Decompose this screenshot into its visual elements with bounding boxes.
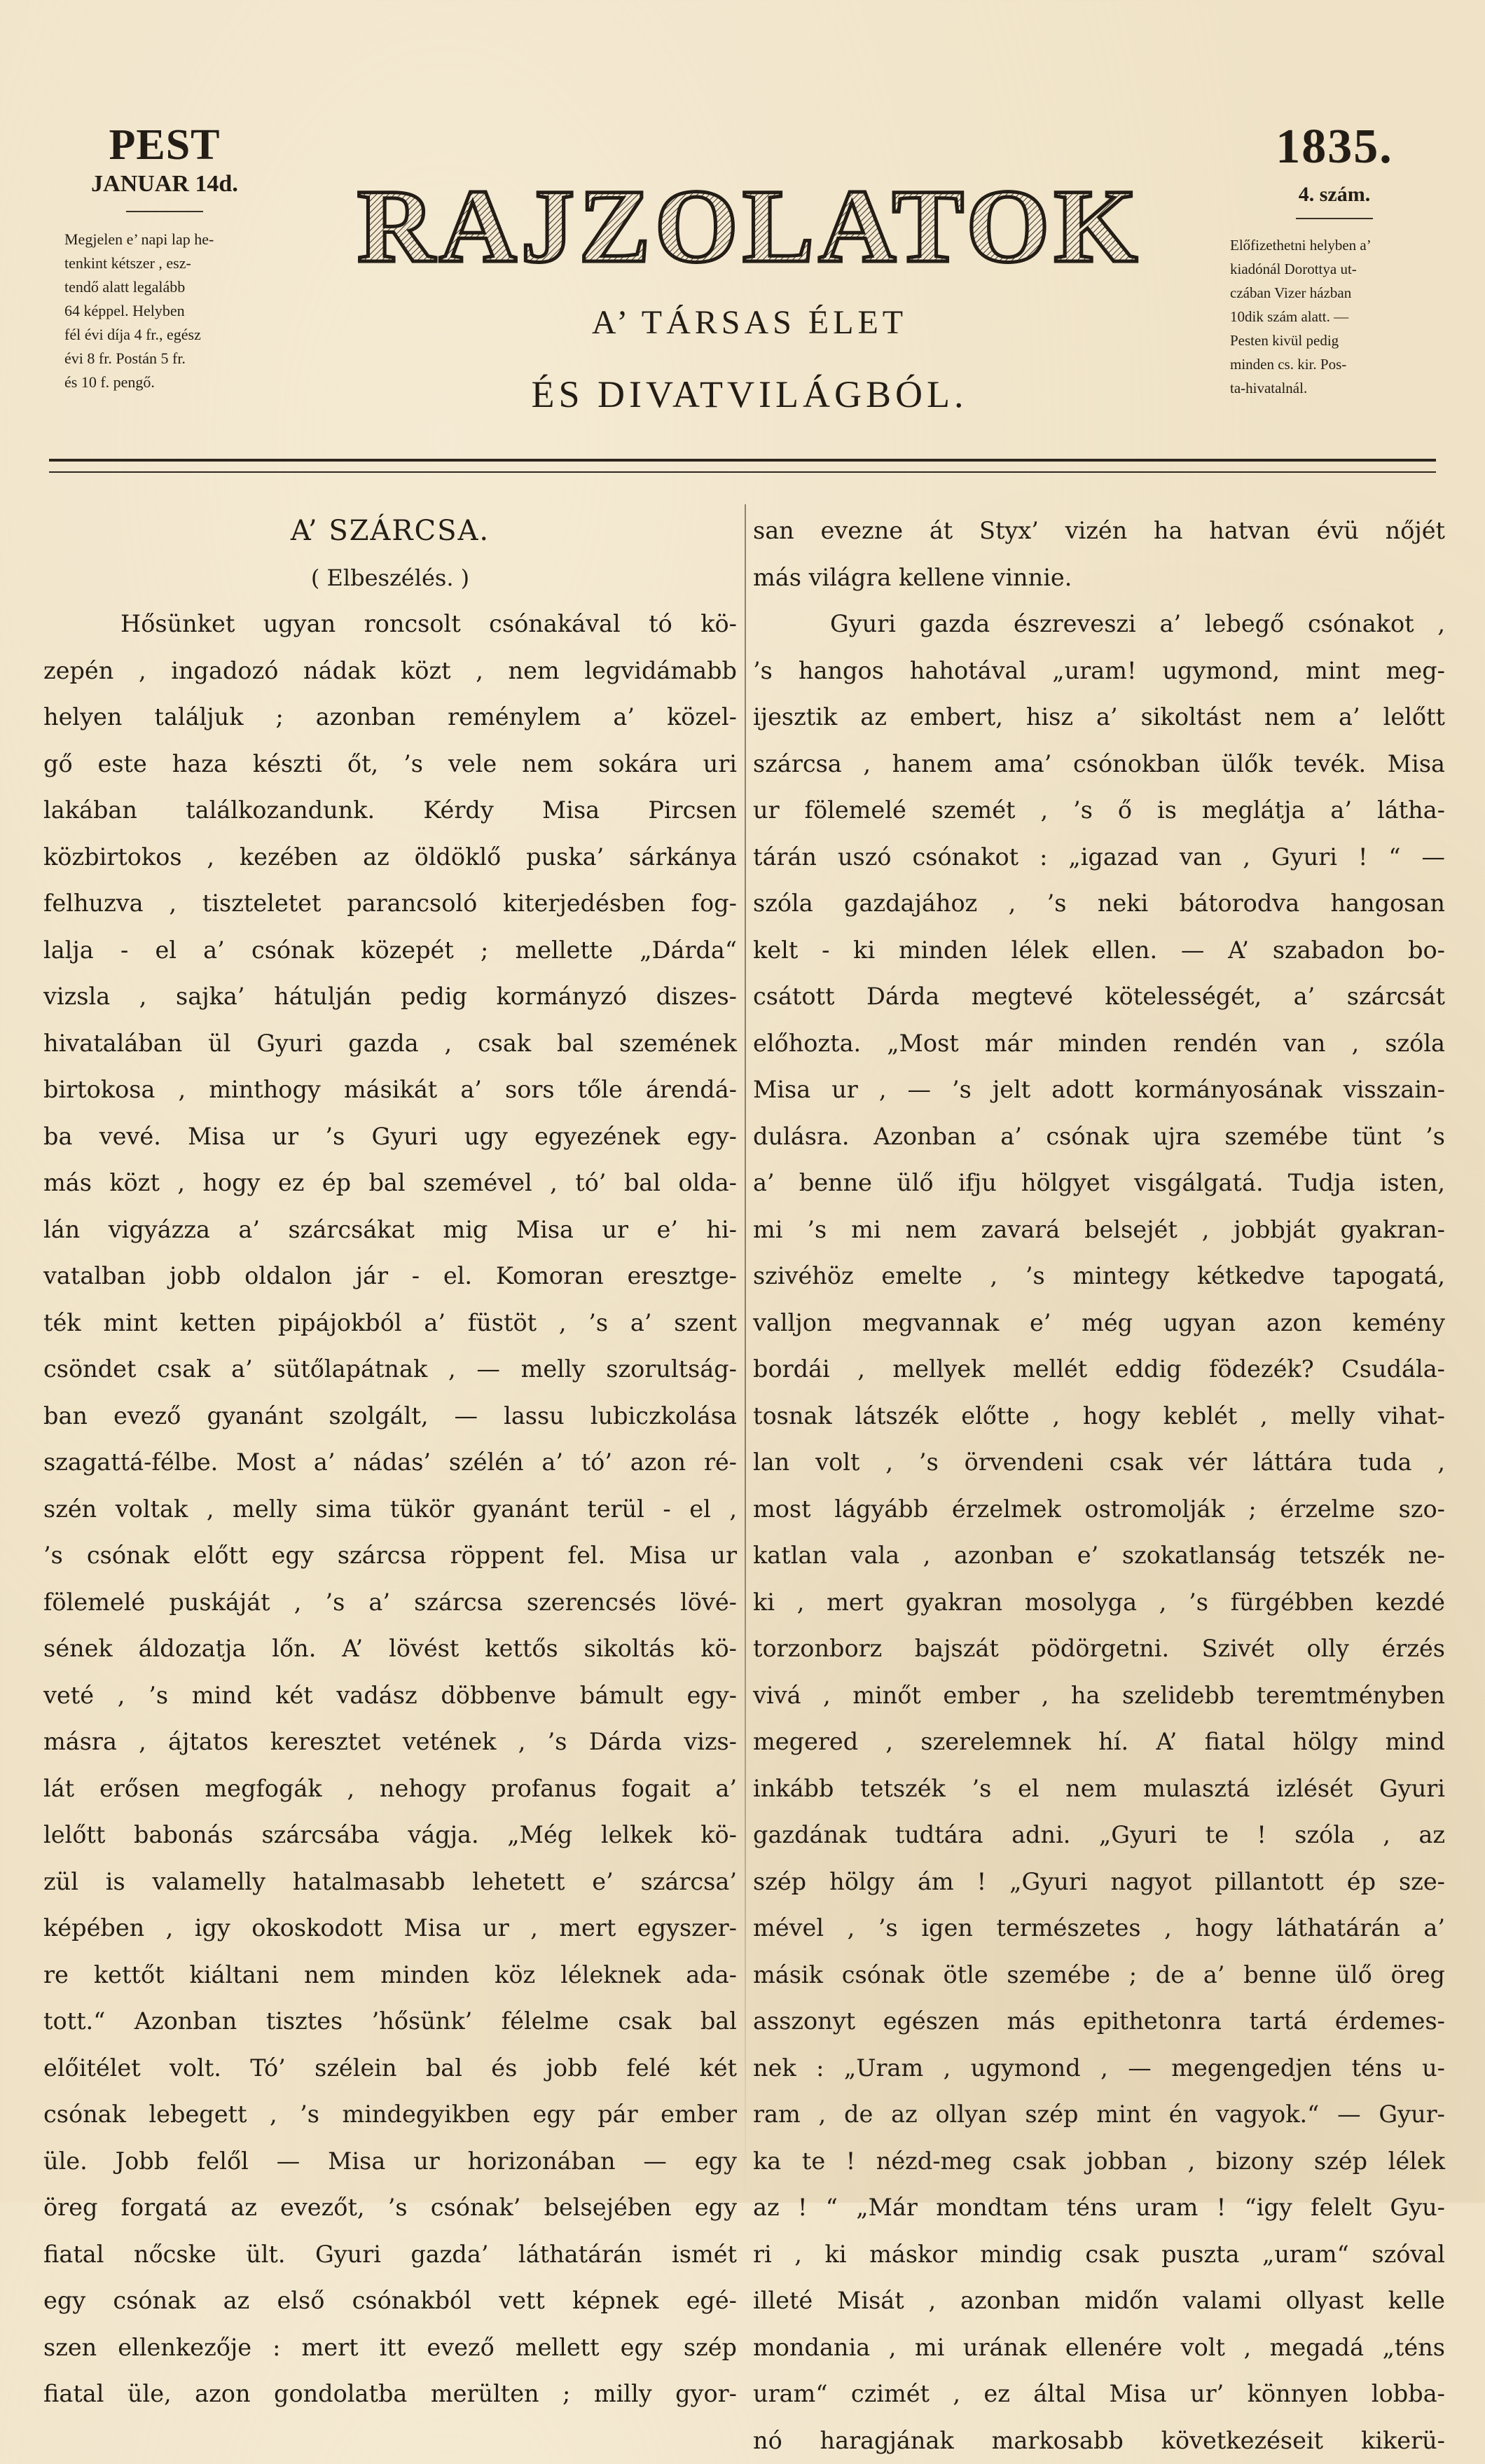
masthead-title-text: RAJZOLATOK (357, 179, 1142, 277)
text-line: katlan vala , azonban e’ szokatlanság tetszék ne- (753, 1532, 1445, 1579)
info-line: évi 8 fr. Postán 5 fr. (64, 347, 275, 371)
text-line: kelt - ki minden lélek ellen. — A’ szabadon bo- (753, 927, 1445, 974)
info-line: 10dik szám alatt. — (1230, 305, 1454, 328)
text-line: előitélet volt. Tó’ szélein bal és jobb felé két (43, 2045, 737, 2092)
text-line: szén voltak , melly sima tükör gyanánt terül - el , (43, 1486, 737, 1533)
text-line: más világra kellene vinnie. (753, 555, 1445, 602)
text-line: helyen találjuk ; azonban reménylem a’ közel- (43, 694, 737, 741)
text-line: san evezne át Styx’ vizén ha hatvan évü nőjét (753, 508, 1445, 555)
text-line: vatalban jobb oldalon jár - el. Komoran eresztge- (43, 1253, 737, 1300)
text-line: Hősünket ugyan roncsolt csónakával tó kö- (43, 601, 737, 648)
text-line: zepén , ingadozó nádak közt , nem legvidámabb (43, 648, 737, 695)
issue-date: JANUAR 14d. (49, 170, 280, 198)
text-line: fölemelé puskáját , ’s a’ szárcsa szerencsés lövé- (43, 1579, 737, 1626)
text-line: tosnak látszék előtte , hogy keblét , melly vihat- (753, 1393, 1445, 1440)
info-line: Pesten kivül pedig (1230, 328, 1454, 352)
info-line: kiadónál Dorottya ut- (1230, 257, 1454, 281)
text-line: bordái , mellyek mellét eddig födezék? Csudála- (753, 1346, 1445, 1393)
info-line: tendő alatt legalább (64, 275, 275, 299)
masthead (336, 179, 1163, 415)
info-line: és 10 f. pengő. (64, 371, 275, 394)
issue-year: 1835. (1219, 123, 1450, 172)
article-subtitle: ( Elbeszélés. ) (43, 555, 737, 602)
text-line: vivá , minőt ember , ha szelidebb teremtményben (753, 1673, 1445, 1719)
text-line: szivéhöz emelte , ’s mintegy kétkedve tapogatá, (753, 1253, 1445, 1300)
text-line: Misa ur , — ’s jelt adott kormányosának visszain- (753, 1067, 1445, 1114)
text-line: közbirtokos , kezében az öldöklő puska’ sárkánya (43, 834, 737, 881)
text-line: mével , ’s igen természetes , hogy láthatárán a’ (753, 1905, 1445, 1952)
text-line: csöndet csak a’ sütőlapátnak , — melly szorultság- (43, 1346, 737, 1393)
info-line: minden cs. kir. Pos- (1230, 352, 1454, 376)
text-line: ’s hangos hahotával „uram! ugymond, mint meg- (753, 648, 1445, 695)
text-line: lán vigyázza a’ szárcsákat mig Misa ur e’ hi- (43, 1207, 737, 1254)
text-line: szárcsa , hanem ama’ csónokban ülők tevék. Misa (753, 741, 1445, 788)
text-line: szagattá-félbe. Most a’ nádas’ szélén a’ tó’ azon ré- (43, 1439, 737, 1486)
subscription-info (1230, 233, 1454, 400)
text-line: képében , igy okoskodott Misa ur , mert egyszer- (43, 1905, 737, 1952)
text-line: illeté Misát , azonban midőn valami ollyast kelle (753, 2278, 1445, 2325)
text-line: tárán uszó csónakot : „igazad van , Gyuri ! “ — (753, 834, 1445, 881)
header-left (49, 123, 280, 394)
masthead-title (350, 179, 1149, 277)
info-line: ta-hivatalnál. (1230, 376, 1454, 400)
text-line: másik csónak ötle szemébe ; de a’ benne ülő öreg (753, 1952, 1445, 1999)
text-line: egy csónak az első csónakból vett képnek egé- (43, 2278, 737, 2325)
text-line: ur fölemelé szemét , ’s ő is meglátja a’ látha- (753, 787, 1445, 834)
text-line: torzonborz bajszát pödörgetni. Szivét olly érzés (753, 1626, 1445, 1673)
text-line: lelőtt babonás szárcsába vágja. „Még lelkek kö- (43, 1812, 737, 1859)
divider (126, 211, 203, 212)
article-title: A’ SZÁRCSA. (43, 508, 737, 555)
text-line: megered , szerelemnek hí. A’ fiatal hölgy mind (753, 1719, 1445, 1766)
text-line: Gyuri gazda észreveszi a’ lebegő csónakot , (753, 601, 1445, 648)
text-line: re kettőt kiáltani nem minden köz léleknek ada- (43, 1952, 737, 1999)
text-line: vizsla , sajka’ hátulján pedig kormányzó diszes- (43, 974, 737, 1020)
text-line: a’ benne ülő ifju hölgyet visgálgatá. Tudja isten, (753, 1160, 1445, 1207)
text-line: előhozta. „Most már minden rendén van , szóla (753, 1020, 1445, 1067)
masthead-subtitle: A’ TÁRSAS ÉLET (336, 302, 1163, 344)
info-line: Megjelen e’ napi lap he- (64, 228, 275, 251)
text-line: fiatal nőcske ült. Gyuri gazda’ láthatárán ismét (43, 2231, 737, 2278)
text-line: sének áldozatja lőn. A’ lövést kettős sikoltás kö- (43, 1626, 737, 1673)
text-line: lan volt , ’s örvendeni csak vér láttára tuda , (753, 1439, 1445, 1486)
text-line: uram“ czimét , ez által Misa ur’ könnyen lobba- (753, 2371, 1445, 2418)
text-line: lát erősen megfogák , nehogy profanus fogait a’ (43, 1766, 737, 1813)
info-line: czában Vizer házban (1230, 281, 1454, 305)
text-line: felhuzva , tiszteletet parancsoló kiterjedésben fog- (43, 880, 737, 927)
divider (1296, 218, 1373, 219)
text-line: ka te ! nézd-meg csak jobban , bizony szép lélek (753, 2138, 1445, 2185)
text-line: nó haragjának markosabb következéseit kikerü- (753, 2418, 1445, 2464)
text-line: valljon megvannak e’ még ugyan azon kemény (753, 1300, 1445, 1347)
text-line: mi ’s mi nem zavará belsejét , jobbját gyakran- (753, 1207, 1445, 1254)
text-line: most lágyább érzelmek ostromolják ; érzelme szo- (753, 1486, 1445, 1533)
text-line: szóla gazdajához , ’s neki bátorodva hangosan (753, 880, 1445, 927)
text-line: lalja - el a’ csónak közepét ; mellette „Dárda“ (43, 927, 737, 974)
publication-info (64, 228, 275, 394)
text-line: veté , ’s mind két vadász döbbenve bámult egy- (43, 1673, 737, 1719)
text-line: gő este haza készti őt, ’s vele nem sokára uri (43, 741, 737, 788)
text-line: fiatal üle, azon gondolatba merülten ; milly gyor- (43, 2371, 737, 2418)
text-line: csónak lebegett , ’s mindegyikben egy pár ember (43, 2091, 737, 2138)
text-line: csátott Dárda megtevé kötelességét, a’ szárcsát (753, 974, 1445, 1020)
text-line: üle. Jobb felől — Misa ur horizonában — egy (43, 2138, 737, 2185)
header-rule (49, 459, 1436, 473)
text-line: zül is valamelly hatalmasabb lehetett e’ szárcsa’ (43, 1859, 737, 1906)
text-line: hivatalában ül Gyuri gazda , csak bal szemének (43, 1020, 737, 1067)
text-line: öreg forgatá az evezőt, ’s csónak’ belsejében egy (43, 2185, 737, 2231)
text-line: birtokosa , minthogy másikát a’ sors tőle árendá- (43, 1067, 737, 1114)
masthead-subtitle-2: ÉS DIVATVILÁGBÓL. (336, 373, 1163, 415)
header-right (1219, 123, 1450, 400)
article-right-column (753, 508, 1445, 2464)
column-divider (745, 504, 746, 2199)
place-name: PEST (49, 123, 280, 167)
text-line: dulásra. Azonban a’ csónak ujra szemébe tünt ’s (753, 1114, 1445, 1161)
text-line: nek : „Uram , ugymond , — megengedjen téns u- (753, 2045, 1445, 2092)
text-line: ijesztik az embert, hisz a’ sikoltást nem a’ lelőtt (753, 694, 1445, 741)
text-line: tott.“ Azonban tisztes ’hősünk’ félelme csak bal (43, 1998, 737, 2045)
text-line: ri , ki máskor mindig csak puszta „uram“ szóval (753, 2231, 1445, 2278)
text-line: másra , ájtatos keresztet vetének , ’s Dárda vizs- (43, 1719, 737, 1766)
text-line: más közt , hogy ez ép bal szemével , tó’ bal olda- (43, 1160, 737, 1207)
text-line: ki , mert gyakran mosolyga , ’s fürgébben kezdé (753, 1579, 1445, 1626)
text-line: ram , de az ollyan szép mint én vagyok.“ — Gyur- (753, 2091, 1445, 2138)
article-left-column (43, 508, 737, 2418)
info-line: Előfizethetni helyben a’ (1230, 233, 1454, 257)
issue-number: 4. szám. (1219, 181, 1450, 208)
text-line: ba vevé. Misa ur ’s Gyuri ugy egyezének egy- (43, 1114, 737, 1161)
text-line: szen ellenkezője : mert itt evező mellett egy szép (43, 2325, 737, 2372)
text-line: asszonyt egészen más epithetonra tartá érdemes- (753, 1998, 1445, 2045)
text-line: ’s csónak előtt egy szárcsa röppent fel. Misa ur (43, 1532, 737, 1579)
text-line: az ! “ „Már mondtam téns uram ! “igy felelt Gyu- (753, 2185, 1445, 2231)
text-line: ték mint ketten pipájokból a’ füstöt , ’s a’ szent (43, 1300, 737, 1347)
text-line: mondania , mi urának ellenére volt , megadá „téns (753, 2325, 1445, 2372)
info-line: fél évi díja 4 fr., egész (64, 323, 275, 347)
text-line: szép hölgy ám ! „Gyuri nagyot pillantott ép sze- (753, 1859, 1445, 1906)
text-line: ban evező gyanánt szolgált, — lassu lubiczkolása (43, 1393, 737, 1440)
info-line: tenkint kétszer , esz- (64, 251, 275, 275)
info-line: 64 képpel. Helyben (64, 299, 275, 323)
text-line: gazdának tudtára adni. „Gyuri te ! szóla , az (753, 1812, 1445, 1859)
text-line: lakában találkozandunk. Kérdy Misa Pircsen (43, 787, 737, 834)
text-line: inkább tetszék ’s el nem mulasztá izlését Gyuri (753, 1766, 1445, 1813)
